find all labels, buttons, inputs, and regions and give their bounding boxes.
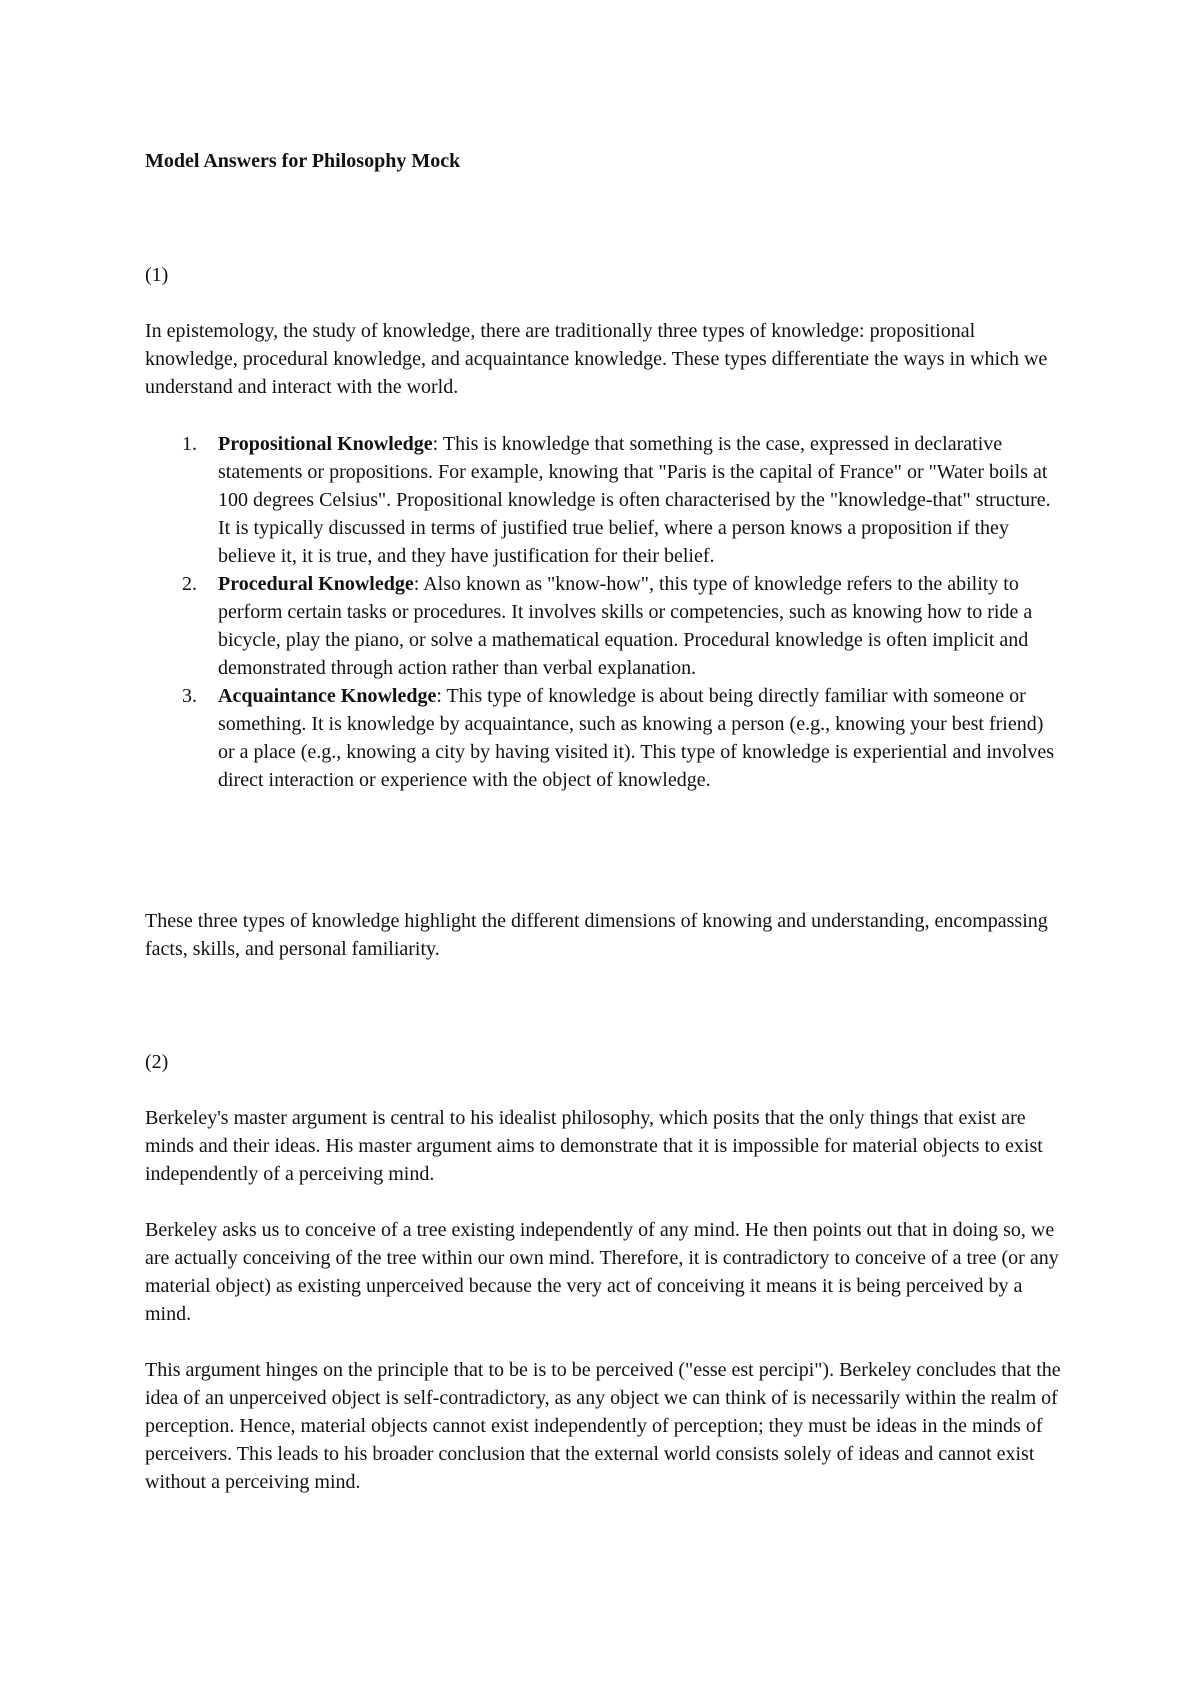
list-item-number: 3. — [182, 685, 197, 707]
section-2-paragraph: Berkeley asks us to conceive of a tree existing independently of any mind. He then points out that in doing so, we are actually conceiving of the tree within our own mind. Therefore, it is contradictory to conceive of a tree (or any material object) as existing unperceived because the very act of conceiving it means it is being perceived by a mind. — [145, 1219, 1059, 1325]
list-item-text: : Also known as "know-how", this type of knowledge refers to the ability to perform certain tasks or procedures. It involves skills or competencies, such as knowing how to ride a bicycle, play the piano, or solve a mathematical equation. Procedural knowledge is often implicit and demonstrated through action rather than verbal explanation. — [218, 573, 1033, 679]
list-item-text: : This is knowledge that something is the case, expressed in declarative statements or propositions. For example, knowing that "Paris is the capital of France" or "Water boils at 100 degrees Celsius". Propositional knowledge is often characterised by the "knowledge-that" structure. It is typically discussed in terms of justified true belief, where a person knows a proposition if they believe it, it is true, and they have justification for their belief. — [218, 433, 1051, 567]
list-item-term: Procedural Knowledge — [218, 573, 414, 595]
list-item — [145, 682, 1065, 794]
list-item-number: 1. — [182, 433, 197, 455]
section-1-number: (1) — [145, 264, 169, 286]
section-2-number: (2) — [145, 1051, 169, 1073]
list-item-number: 2. — [182, 573, 197, 595]
list-item-term: Propositional Knowledge — [218, 433, 433, 455]
list-item-term: Acquaintance Knowledge — [218, 685, 437, 707]
section-1-intro: In epistemology, the study of knowledge, there are traditionally three types of knowledge: propositional knowledge, procedural knowledge, and acquaintance knowledge. These types differentiate the ways in which we understand and interact with the world. — [145, 320, 1048, 398]
section-2-paragraph: This argument hinges on the principle that to be is to be perceived ("esse est percipi"). Berkeley concludes that the idea of an unperceived object is self-contradictory, as any object we can think of is necessarily within the realm of perception. Hence, material objects cannot exist independently of perception; they must be ideas in the minds of perceivers. This leads to his broader conclusion that the external world consists solely of ideas and cannot exist without a perceiving mind. — [145, 1359, 1061, 1493]
list-item-text: : This type of knowledge is about being directly familiar with someone or something. It is knowledge by acquaintance, such as knowing a person (e.g., knowing your best friend) or a place (e.g., knowing a city by having visited it). This type of knowledge is experiential and involves direct interaction or experience with the object of knowledge. — [218, 685, 1055, 791]
knowledge-types-list — [145, 430, 1065, 794]
section-1-conclusion: These three types of knowledge highlight the different dimensions of knowing and understanding, encompassing facts, skills, and personal familiarity. — [145, 910, 1048, 960]
list-item — [145, 570, 1065, 682]
section-2-paragraph: Berkeley's master argument is central to his idealist philosophy, which posits that the only things that exist are minds and their ideas. His master argument aims to demonstrate that it is impossible for material objects to exist independently of a perceiving mind. — [145, 1107, 1043, 1185]
list-item — [145, 430, 1065, 570]
document-title: Model Answers for Philosophy Mock — [145, 150, 461, 172]
